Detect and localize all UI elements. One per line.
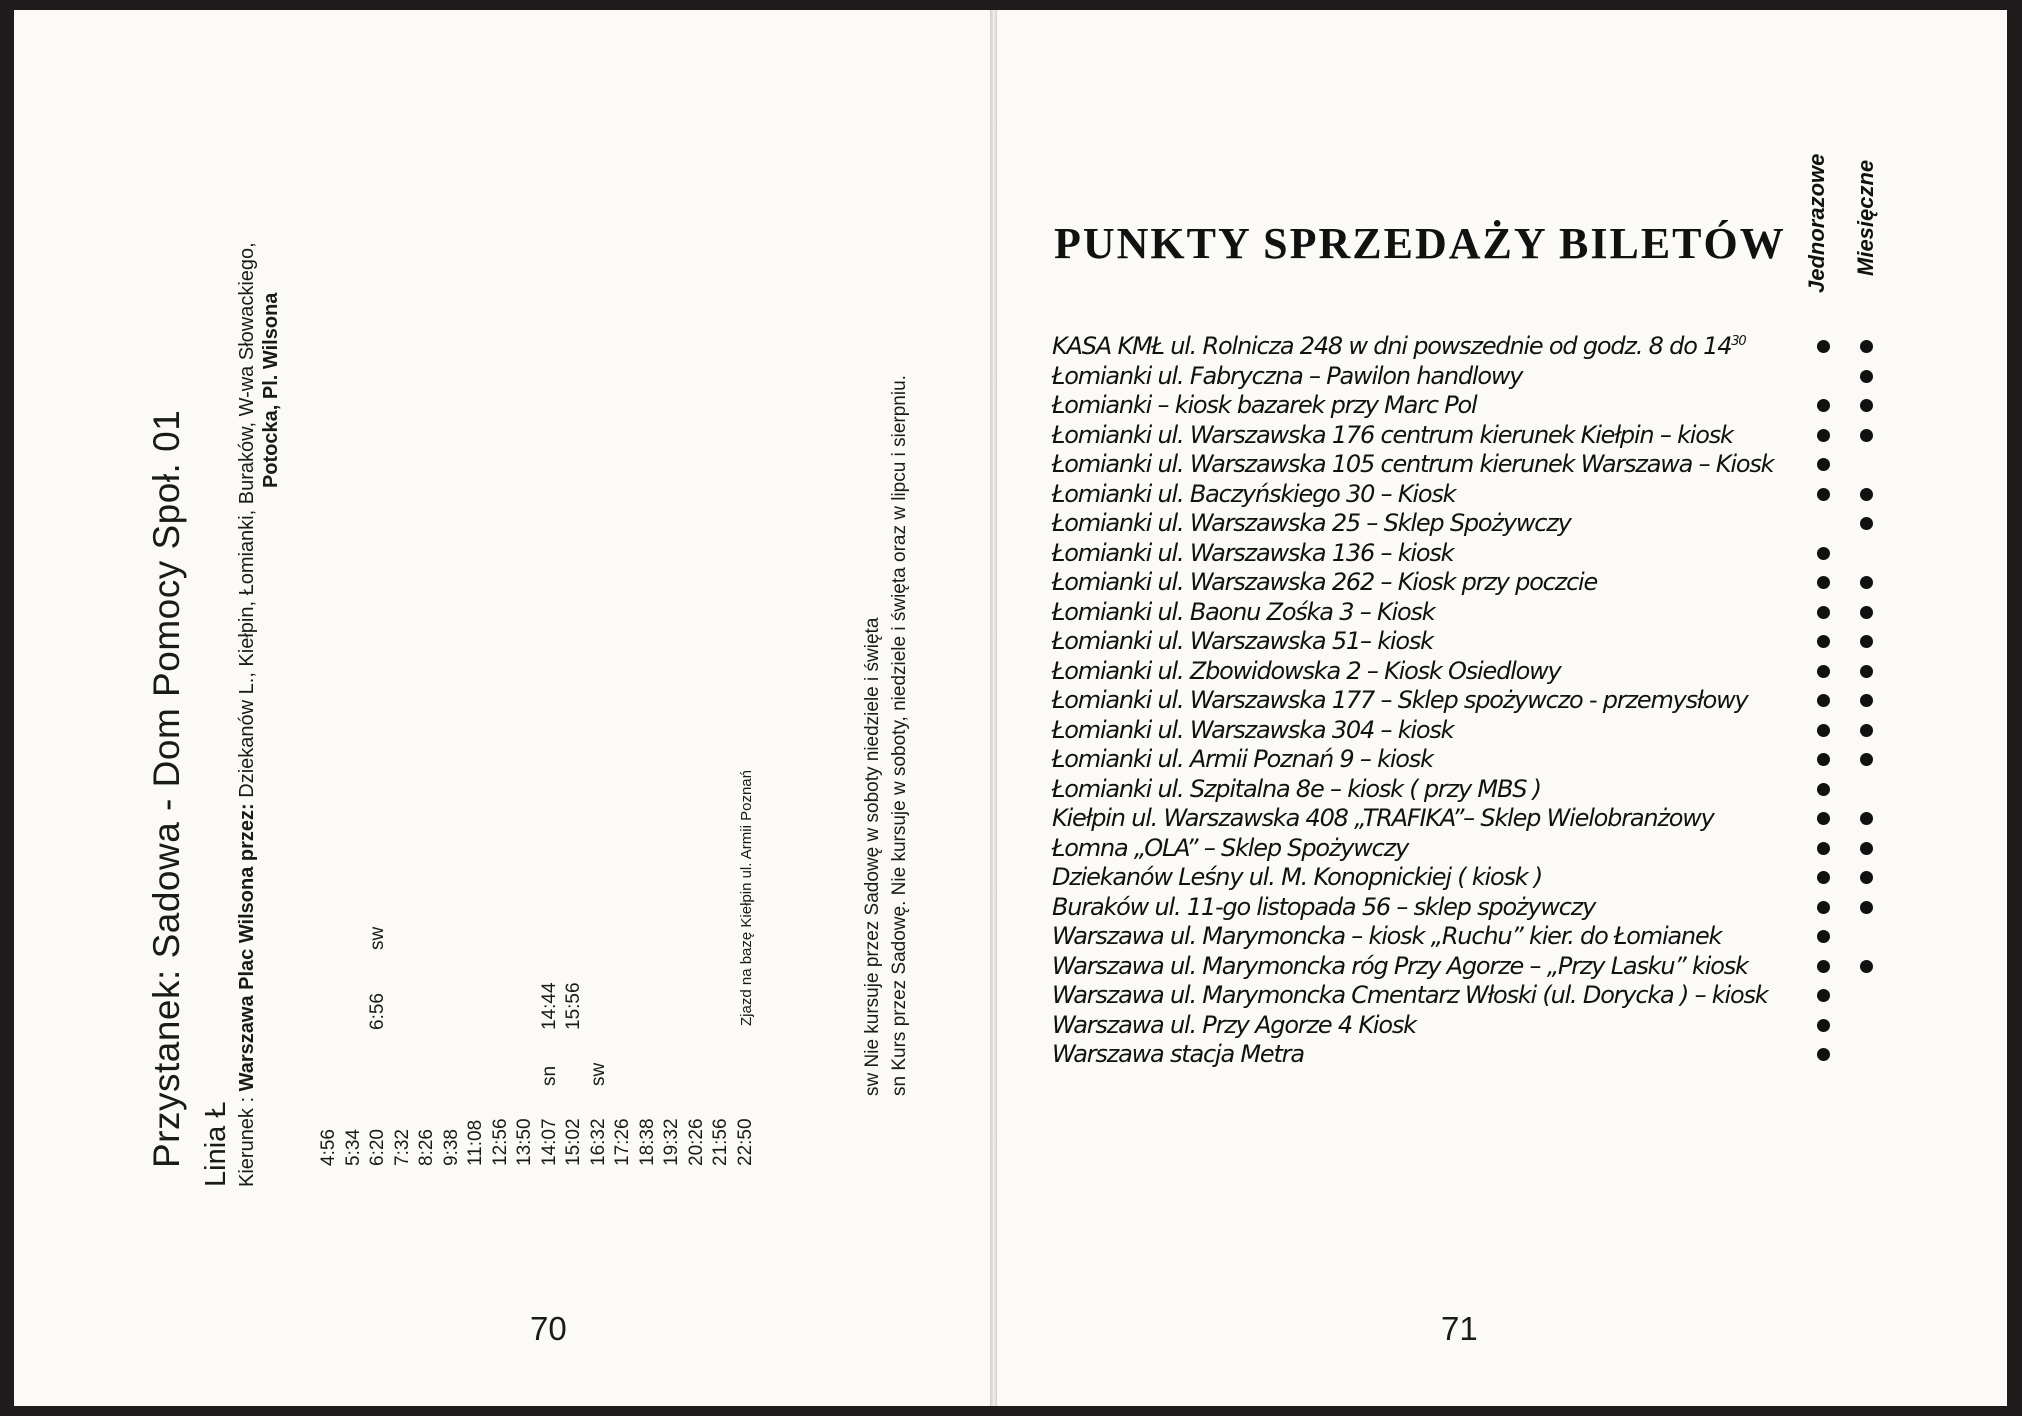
sales-point-text: Łomianki – kiosk bazarek przy Marc Pol	[1052, 391, 1477, 419]
departure-row	[710, 894, 732, 1166]
monthly-ticket-dot	[1860, 960, 1873, 973]
monthly-ticket-dot	[1860, 370, 1873, 383]
single-ticket-dot	[1817, 960, 1830, 973]
sales-point-name	[1052, 539, 1453, 567]
departure-row	[661, 894, 683, 1166]
sales-point-text: Dziekanów Leśny ul. M. Konopnickiej ( kiosk )	[1052, 863, 1543, 891]
sales-point-name	[1052, 952, 1748, 980]
sales-point-name	[1052, 863, 1542, 891]
single-ticket-dot	[1817, 724, 1830, 737]
sales-point-name	[1052, 657, 1561, 685]
sales-point-text: Łomianki ul. Warszawska 177 – Sklep spożywczo - przemysłowy	[1052, 686, 1748, 714]
departure-row	[686, 894, 708, 1166]
direction-label: Kierunek :	[236, 1096, 258, 1187]
departure-time: 5:34	[342, 1129, 364, 1166]
sales-point-text: Łomianki ul. Warszawska 136 – kiosk	[1052, 538, 1454, 567]
departure-row	[490, 894, 512, 1166]
monthly-ticket-dot	[1860, 842, 1873, 855]
departure-row	[367, 894, 389, 1166]
departure-row	[514, 894, 536, 1166]
monthly-ticket-dot	[1860, 488, 1873, 501]
single-ticket-dot	[1817, 1048, 1830, 1061]
sales-point-name	[1052, 332, 1745, 360]
departure-row	[465, 894, 487, 1166]
monthly-ticket-dot	[1860, 429, 1873, 442]
departure-row	[563, 894, 585, 1166]
sales-point-name	[1052, 1011, 1416, 1039]
single-ticket-dot	[1817, 665, 1830, 678]
single-ticket-dot	[1817, 340, 1830, 353]
single-ticket-dot	[1817, 576, 1830, 589]
line-name: Linia Ł	[200, 1101, 232, 1187]
monthly-ticket-dot	[1860, 340, 1873, 353]
page-number-right: 71	[1441, 1310, 1478, 1347]
single-ticket-dot	[1817, 488, 1830, 501]
sales-point-name	[1052, 981, 1767, 1009]
departure-time: 8:26	[416, 1129, 437, 1166]
single-ticket-dot	[1817, 1019, 1830, 1032]
sales-point-text: Łomna „OLA” – Sklep Spożywczy	[1052, 833, 1409, 862]
sales-point-name	[1052, 598, 1434, 626]
sales-point-name	[1052, 716, 1453, 744]
sales-point-name	[1052, 745, 1433, 773]
sales-point-text: Łomianki ul. Baonu Zośka 3 – Kiosk	[1052, 597, 1435, 626]
departure-time: 16:32	[587, 1118, 609, 1166]
sales-point-text: Kiełpin ul. Warszawska 408 „TRAFIKA”– Sklep Wielobranżowy	[1052, 804, 1714, 832]
depot-note: Zjazd na bazę Kiełpin ul. Armii Poznań	[737, 770, 755, 1026]
departure-time: 17:26	[612, 1118, 633, 1166]
direction-line	[236, 242, 259, 1187]
timetable-rotated	[14, 10, 994, 1406]
page-title: PUNKTY SPRZEDAŻY BILETÓW	[1054, 219, 1786, 268]
monthly-ticket-dot	[1860, 635, 1873, 648]
departure-flag-second: sw	[367, 926, 388, 950]
column-header-single: Jednorazowe	[1804, 153, 1829, 293]
sales-point-name	[1052, 775, 1541, 803]
departure-time: 13:50	[514, 1118, 535, 1166]
via-label: przez:	[236, 803, 258, 862]
single-ticket-dot	[1817, 635, 1830, 648]
sales-point-name	[1052, 627, 1433, 655]
monthly-ticket-dot	[1860, 665, 1873, 678]
departure-time: 15:02	[563, 1118, 584, 1166]
single-ticket-dot	[1817, 399, 1830, 412]
departure-time: 7:32	[391, 1129, 413, 1166]
single-ticket-dot	[1817, 753, 1830, 766]
departure-row	[588, 894, 610, 1166]
single-ticket-dot	[1817, 783, 1830, 796]
single-ticket-dot	[1817, 871, 1830, 884]
single-ticket-dot	[1817, 429, 1830, 442]
departure-row	[343, 894, 365, 1166]
departure-row	[318, 894, 340, 1166]
sales-point-text: Łomianki ul. Szpitalna 8e – kiosk ( przy MBS )	[1052, 774, 1541, 803]
departure-row	[637, 894, 659, 1166]
stop-title: Przystanek: Sadowa - Dom Pomocy Społ. 01	[146, 409, 187, 1168]
single-ticket-dot	[1817, 458, 1830, 471]
sales-point-text: Łomianki ul. Zbowidowska 2 – Kiosk Osiedlowy	[1052, 656, 1561, 685]
departure-time-second: 6:56	[367, 993, 388, 1030]
sales-point-text: Warszawa ul. Marymoncka – kiosk „Ruchu” kier. do Łomianek	[1052, 922, 1722, 950]
sales-point-text: Buraków ul. 11-go listopada 56 – sklep spożywczy	[1052, 892, 1596, 921]
departure-time: 9:38	[440, 1129, 462, 1166]
sales-point-name	[1052, 922, 1721, 950]
departure-flag: sw	[587, 1062, 609, 1086]
sales-point-text: Warszawa stacja Metra	[1052, 1040, 1304, 1068]
time-superscript: 30	[1731, 334, 1746, 349]
sales-point-name	[1052, 1040, 1304, 1068]
single-ticket-dot	[1817, 930, 1830, 943]
sales-point-text: Łomianki ul. Baczyńskiego 30 – Kiosk	[1052, 479, 1456, 508]
sales-point-text: Łomianki ul. Warszawska 304 – kiosk	[1052, 715, 1454, 744]
departure-flag: sn	[538, 1065, 560, 1086]
departure-time: 4:56	[318, 1129, 339, 1166]
departure-time: 22:50	[734, 1118, 756, 1166]
departure-time: 14:07	[538, 1118, 560, 1166]
sales-point-text: Warszawa ul. Marymoncka róg Przy Agorze – „Przy Lasku” kiosk	[1052, 951, 1748, 980]
departure-row	[392, 894, 414, 1166]
single-ticket-dot	[1817, 901, 1830, 914]
monthly-ticket-dot	[1860, 399, 1873, 412]
departure-time: 19:32	[661, 1118, 682, 1166]
sales-point-name	[1052, 480, 1455, 508]
departure-time: 18:38	[636, 1118, 658, 1166]
monthly-ticket-dot	[1860, 753, 1873, 766]
sales-point-text: Łomianki ul. Armii Poznań 9 – kiosk	[1052, 745, 1433, 773]
left-page	[14, 10, 995, 1406]
single-ticket-dot	[1817, 989, 1830, 1002]
departure-time-second: 14:44	[538, 982, 560, 1030]
sales-point-name	[1052, 362, 1522, 390]
page-number-left: 70	[530, 1310, 567, 1347]
monthly-ticket-dot	[1860, 517, 1873, 530]
sales-point-name	[1052, 834, 1408, 862]
sales-point-text: Łomianki ul. Warszawska 176 centrum kierunek Kiełpin – kiosk	[1052, 420, 1733, 449]
monthly-ticket-dot	[1860, 871, 1873, 884]
monthly-ticket-dot	[1860, 812, 1873, 825]
direction-destination: Warszawa Plac Wilsona	[236, 866, 258, 1092]
departure-row	[735, 770, 757, 1166]
monthly-ticket-dot	[1860, 694, 1873, 707]
via-stops: Dziekanów L., Kiełpin, Łomianki, Buraków, W-wa Słowackiego,	[236, 242, 258, 798]
sales-point-name	[1052, 568, 1597, 596]
legend-sw: sw Nie kursuje przez Sadowę w soboty niedziele i święta	[862, 617, 883, 1096]
sales-point-text: Warszawa ul. Marymoncka Cmentarz Włoski (ul. Dorycka ) – kiosk	[1052, 981, 1768, 1009]
sales-point-text: Łomianki ul. Warszawska 25 – Sklep Spożywczy	[1052, 509, 1571, 537]
departure-row	[416, 894, 438, 1166]
single-ticket-dot	[1817, 547, 1830, 560]
legend-sn: sn Kurs przez Sadowę. Nie kursuje w soboty, niedziele i święta oraz w lipcu i sierpniu.	[889, 375, 910, 1096]
monthly-ticket-dot	[1860, 606, 1873, 619]
single-ticket-dot	[1817, 606, 1830, 619]
departure-time: 21:56	[710, 1118, 731, 1166]
sales-point-text: Łomianki ul. Warszawska 51– kiosk	[1052, 627, 1433, 655]
monthly-ticket-dot	[1860, 901, 1873, 914]
via-stops-continued: Potocka, Pl. Wilsona	[260, 292, 282, 488]
sales-point-name	[1052, 804, 1714, 832]
monthly-ticket-dot	[1860, 576, 1873, 589]
sales-point-name	[1052, 893, 1595, 921]
single-ticket-dot	[1817, 842, 1830, 855]
departure-time: 20:26	[685, 1118, 707, 1166]
monthly-ticket-dot	[1860, 724, 1873, 737]
single-ticket-dot	[1817, 812, 1830, 825]
departure-time: 6:20	[367, 1129, 388, 1166]
departure-row	[441, 894, 463, 1166]
single-ticket-dot	[1817, 694, 1830, 707]
sales-point-name	[1052, 509, 1571, 537]
departure-time: 12:56	[489, 1118, 511, 1166]
departure-time: 11:08	[465, 1119, 486, 1166]
sales-point-name	[1052, 450, 1773, 478]
departure-row	[539, 894, 561, 1166]
sales-point-text: Warszawa ul. Przy Agorze 4 Kiosk	[1052, 1010, 1416, 1039]
sales-point-text: Łomianki ul. Fabryczna – Pawilon handlowy	[1052, 361, 1523, 390]
sales-point-name	[1052, 421, 1733, 449]
sales-point-name	[1052, 391, 1477, 419]
column-header-monthly: Miesięczne	[1853, 159, 1878, 276]
departure-time-second: 15:56	[563, 982, 584, 1030]
sales-point-text: KASA KMŁ ul. Rolnicza 248 w dni powszednie od godz. 8 do 14	[1052, 332, 1732, 360]
sales-point-text: Łomianki ul. Warszawska 105 centrum kierunek Warszawa – Kiosk	[1052, 450, 1774, 478]
sales-point-text: Łomianki ul. Warszawska 262 – Kiosk przy poczcie	[1052, 568, 1598, 596]
sales-point-name	[1052, 686, 1748, 714]
departure-row	[612, 894, 634, 1166]
